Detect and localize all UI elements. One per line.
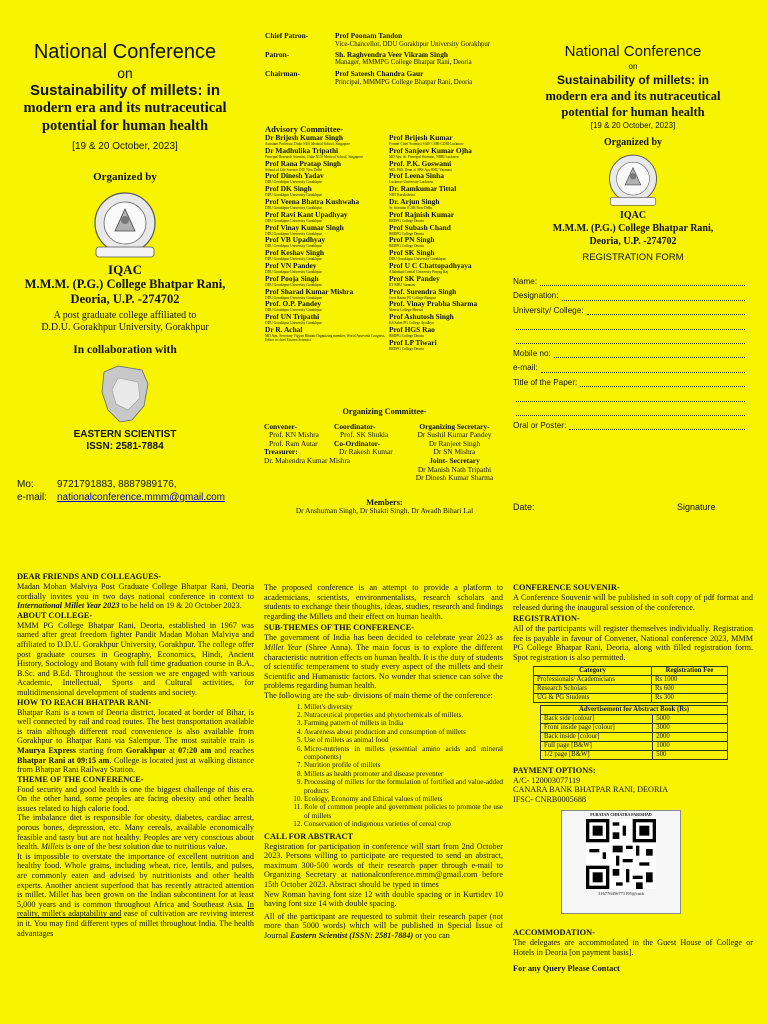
form-field (513, 334, 745, 348)
reach-text: Bhatpar Rani is a town of Deoria district, located at border of Bihar, is well connected by rail and road routes. The best transportation available is train although different road convenience is also available from Gorakhpur to Bhatpar Rani via Salempur. The most suitable train is Maurya Express starting from Gorakhpur at 07:20 am and reaches Bhatpar Rani at 09:15 am. College is located just at walking distance from Bhatpar Rani Railway Station. (17, 707, 254, 775)
call-text-2: New Roman having font size 12 with double spacing or in Kurtidev 10 having font size 14 with double spacing. (264, 889, 503, 909)
payment-heading: PAYMENT OPTIONS: (513, 765, 596, 775)
advisory-member-name: Dr R. Achal (265, 324, 303, 334)
advisory-member (265, 224, 390, 236)
advisory-member-affiliation: DDU Gorakhpur University Gorakhpur (265, 205, 322, 210)
right-college-address: Deoria, U.P. -274702 (589, 236, 677, 247)
advisory-member-affiliation: MD, PhD, Dean of SBS Ayu BHU Varanasi (389, 167, 452, 172)
sub-theme-item: 12. Conservation of indigenous varieties of cereal crop (304, 820, 503, 828)
advisory-member (265, 288, 390, 300)
qr-top-label: PURATAN CHHATRA PARISHAD (590, 812, 652, 818)
ad-row (541, 732, 728, 741)
mobile-value: 9721791883, 8887989176, (57, 479, 177, 490)
advisory-member-name: Prof Vinay Kumar Singh (265, 222, 344, 232)
advisory-member-affiliation: NIIT Kurukshetra (389, 193, 415, 198)
advisory-member (389, 275, 509, 287)
advertisement-table (540, 705, 728, 760)
advisory-member-name: Prof Veena Bhatra Kushwaha (265, 196, 360, 206)
conference-dates: [19 & 20 October, 2023] (72, 141, 178, 152)
advisory-member (265, 262, 390, 274)
advisory-member-affiliation: School of Life Science JNU New Delhi (265, 167, 322, 172)
advisory-member-affiliation: DDU Gorakhpur University Gorakhpur (265, 269, 322, 274)
advisory-member-name: Prof VB Upadhyay (265, 235, 326, 245)
advisory-member-affiliation: Assistant Professor, Duke NUS Medical School, Singapore (265, 142, 351, 146)
advisory-member-name: Prof VN Pandey (265, 260, 317, 270)
accommodation-heading: ACCOMMODATION- (513, 928, 595, 938)
affiliation-line-1: A post graduate college affiliated to (53, 310, 197, 321)
fee-cell: Research Scholars (534, 684, 652, 693)
patron-row (265, 70, 500, 87)
conference-on: on (117, 65, 133, 81)
advisory-member (265, 185, 390, 197)
journal-issn: ISSN: 2581-7884 (86, 441, 164, 452)
subject-line-3: potential for human health (41, 118, 209, 134)
advisory-member-name: Prof Sharad Kumar Mishra (265, 286, 354, 296)
patrons-block (265, 32, 500, 90)
advisory-member-affiliation: DDU Gorakhpur University Gorakhpur (265, 218, 322, 223)
fee-cell: Rs 300 (651, 693, 727, 702)
advisory-member (265, 236, 390, 248)
fee-row (534, 675, 728, 684)
patron-desc: Manager, MMMPG College Bhatpar Rani, Deoria (335, 59, 472, 67)
advisory-member-affiliation: Principal Research Scientist, Duke NUS Medical School, Singapore (265, 154, 363, 159)
advisory-member-affiliation: DDU Gorakhpur University Gorakhpur (265, 193, 322, 198)
qr-card (561, 810, 681, 914)
advisory-member-affiliation: MD Ayu, Sr. Principal Scientist, NBRI Lucknow (389, 154, 460, 159)
subject-line-1: Sustainability of millets: in (29, 82, 221, 99)
advisory-member (265, 172, 390, 184)
members-list: Dr Anshuman Singh, Dr Shakti Singh, Dr Awadh Bihari Lal (295, 506, 474, 516)
advisory-member (265, 147, 390, 159)
form-field-label: Title of the Paper: (513, 377, 578, 387)
patron-details (335, 70, 500, 87)
advisory-left-list (265, 134, 390, 343)
advisory-member-name: Prof SK Pandey (389, 273, 440, 283)
advisory-member (389, 147, 509, 159)
email-link[interactable]: nationalconference.mmm@gmail.com (57, 492, 225, 503)
organized-by: Organized by (93, 171, 157, 183)
payment-bank: CANARA BANK BHATPAR RANI, DEORIA (513, 785, 669, 795)
advisory-member-affiliation: DDU Gorakhpur University Gorakhpur (265, 180, 322, 185)
fee-cell: Rs 1000 (651, 675, 727, 684)
advisory-member-name: Prof Keshav Singh (265, 248, 324, 258)
ad-cell: Back side [colour] (541, 714, 653, 723)
form-field (513, 348, 745, 362)
intro-text: The proposed conference is an attempt to provide a platform to academicians, scientists, environmentalists, research scholars and students to exchange their thoughts, ideas, studies, research and findings regarding the Millets and their effect on human health. (264, 583, 503, 621)
fee-cell: Professionals/ Academicians (534, 675, 652, 684)
patron-row (265, 51, 500, 68)
advisory-member-affiliation: DDU Gorakhpur University Gorakhpur (265, 244, 322, 249)
journal-name: EASTERN SCIENTIST (73, 429, 177, 440)
advisory-member (389, 339, 509, 351)
secretary-2: Dr Ranjeet Singh (428, 438, 481, 448)
ad-cell: Full page [B&W] (541, 741, 653, 750)
ad-row (541, 741, 728, 750)
advisory-member-affiliation: DDU Gorakhpur University Gorakhpur (265, 295, 322, 300)
fee-header-cell: Registration Fee (651, 666, 727, 675)
advisory-member (265, 326, 390, 343)
iqac-label: IQAC (108, 262, 142, 277)
collaboration-label: In collaboration with (73, 344, 177, 356)
ad-cell: 5000 (653, 714, 728, 723)
sub-theme-item: 7. Nutrition profile of millets (304, 761, 503, 769)
form-field (513, 406, 745, 420)
form-field-line[interactable] (516, 406, 745, 416)
patron-name: Sh. Raghvendra Veer Vikram Singh (335, 49, 449, 59)
advisory-member-affiliation: DDU Gorakhpur University Gorakhpur (265, 231, 322, 236)
registration-text: All of the participants will register themselves individually. Registration fee is payable in favour of Convener, National conference 2023, MMM PG College Bhatpar Rani, Deoria, along with filled registration form. Spot registration is also permitted. (513, 624, 753, 662)
sub-theme-item: 1. Millet's diversity (304, 703, 503, 711)
advisory-member (265, 160, 390, 172)
advisory-member-affiliation: Sr. Scientist ICAR New Delhi (389, 205, 433, 210)
right-conference-on: on (628, 62, 638, 71)
registration-heading: REGISTRATION- (513, 614, 580, 624)
call-text-3: All of the participant are requested to submit their research paper (not more than 5000 words) which will be published in Special Issue of Journal Eastern Scientist (ISSN: 2581-7884) or you can (264, 911, 503, 940)
date-label: Date: (513, 502, 535, 512)
email-label: e-mail: (17, 492, 48, 503)
subject-line-2: modern era and its nutraceutical (23, 100, 227, 116)
advisory-member (389, 288, 509, 300)
advisory-member-name: Dr Madhulika Tripathi (265, 145, 339, 155)
advisory-member-affiliation: KS Saket PG College Ayodhya (389, 321, 434, 326)
sub-theme-item: 4. Awareness about production and consumption of millets (304, 728, 503, 736)
form-field-label: Designation: (513, 291, 559, 301)
advisory-member-name: Prof Brijesh Kumar (389, 133, 453, 142)
joint-secretary-label: Joint- Secretary (429, 455, 480, 465)
sub-theme-item: 10. Ecology, Economy and Ethical values of millets (304, 795, 503, 803)
secretary-label: Organizing Secretary- (419, 421, 490, 431)
form-field (513, 362, 745, 376)
coordinator-label: Coordinator- (334, 421, 376, 431)
advisory-title: Advisory Committee- (265, 124, 344, 134)
registration-form-title: REGISTRATION FORM (582, 252, 684, 263)
sub-theme-item: 11. Role of common people and government policies to promote the use of millets (304, 803, 503, 820)
right-subject-line-2: modern era and its nutraceutical (545, 89, 721, 103)
advisory-member (265, 300, 390, 312)
co-ordinator-1: Dr Rakesh Kumar (339, 447, 393, 457)
sub-theme-item: 5. Use of millets as animal food (304, 736, 503, 744)
advisory-member (389, 185, 509, 197)
secretary-1: Dr Sushil Kumar Pandey (417, 430, 492, 440)
right-panel (515, 42, 751, 265)
form-field-line[interactable] (516, 391, 745, 401)
ad-cell: 2000 (653, 732, 728, 741)
advisory-member-affiliation: BRDPG College Deoria (389, 244, 424, 249)
greeting-heading: DEAR FRIENDS AND COLLEAGUES- (17, 572, 162, 581)
advisory-member-name: Dr Brijesh Kumar Singh (265, 133, 343, 142)
advisory-member-name: Dr. Arjun Singh (389, 196, 440, 206)
fee-cell: UG & PG Students (534, 693, 652, 702)
advisory-member (265, 211, 390, 223)
advisory-member-name: Prof Rana Pratap Singh (265, 158, 342, 168)
patron-role: Chief Patron- (265, 31, 309, 40)
form-field-line[interactable] (562, 290, 745, 300)
advisory-member (265, 275, 390, 287)
advisory-member-name: Prof. Vinay Prabha Sharma (389, 299, 478, 309)
advisory-member-affiliation: DDU Gorakhpur University Gorakhpur (265, 282, 322, 287)
advisory-member (389, 249, 509, 261)
sub-theme-item: 8. Millets as health promoter and disease preventer (304, 770, 503, 778)
fee-header-row (534, 666, 728, 675)
right-iqac-label: IQAC (619, 210, 647, 221)
advisory-member-affiliation: DDU Gorakhpur University Gorakhpur (265, 257, 322, 262)
form-field (513, 420, 745, 434)
advisory-member-name: Prof PN Singh (389, 235, 435, 245)
mobile-label: Mo: (17, 479, 34, 490)
joint-secretary-1: Dr Manish Nath Tripathi (417, 464, 492, 474)
advisory-member-affiliation: BRDPG College Deoria (389, 333, 424, 338)
ad-cell: 1/2 page [B&W] (541, 750, 653, 759)
form-field-label: Mobile no: (513, 348, 551, 358)
college-name: M.M.M. (P.G.) College Bhatpar Rani, (24, 277, 226, 291)
right-subject-line-3: potential for human health (561, 105, 705, 119)
form-field-label: Name: (513, 277, 538, 286)
call-text: Registration for participation in conference will start from 2nd October 2023. Persons willing to participate are requested to send an abstract, maximum 300-500 words of their research paper through e-mail to Organizing Secretary at nationalconference.mmm@gmail.com before 15th October 2023. Abstract should be typed in times (264, 841, 503, 889)
ad-row (541, 750, 728, 759)
form-field (513, 391, 745, 405)
advisory-member-name: Prof HGS Rao (389, 324, 435, 334)
patron-name: Prof Sateesh Chandra Gaur (335, 69, 424, 79)
registration-form (513, 276, 745, 434)
call-heading: CALL FOR ABSTRACT (264, 831, 353, 841)
signature-row (513, 502, 743, 512)
joint-secretary-2: Dr Dinesh Kumar Sharma (415, 473, 494, 483)
patron-desc: Principal, MMMPG College Bhatpar Rani, Deoria (335, 78, 473, 86)
right-college-name: M.M.M. (P.G.) College Bhatpar Rani, (552, 223, 714, 234)
fee-row (534, 684, 728, 693)
right-conference-dates: [19 & 20 October, 2023] (590, 121, 676, 130)
form-field (513, 377, 745, 391)
advisory-member-name: Prof Sanjeev Kumar Ojha (389, 145, 472, 155)
form-field (513, 290, 745, 304)
convener-2: Prof. Ram Autar (269, 438, 318, 448)
convener-1: Prof. KN Mishra (269, 430, 319, 440)
form-field-line[interactable] (587, 305, 745, 315)
form-field-label: Oral or Poster: (513, 420, 567, 430)
about-heading: ABOUT COLLEGE- (17, 610, 93, 620)
advisory-member-affiliation: MD Ayu, Secretary Vigyan Bharati Organizing member, World Ayurveda Congress, Editor in chief Eastern Scientist (265, 333, 386, 343)
form-field-line[interactable] (516, 334, 745, 344)
ad-cell: 500 (653, 750, 728, 759)
form-field (513, 276, 745, 290)
affiliation-line-2: D.D.U. Gorakhpur University, Gorakhpur (41, 322, 209, 333)
advisory-member-name: Prof Ashutosh Singh (389, 312, 454, 322)
accommodation-text: The delegates are accommodated in the Guest House of College or Hotels in Deoria [on payment basis]. (513, 938, 753, 957)
signature-label: Signature (677, 502, 716, 512)
advisory-member-name: Dr. Ramkumar Tittal (389, 184, 457, 194)
bottom-column-1 (17, 572, 254, 1024)
patron-role: Patron- (265, 49, 290, 59)
advisory-member (265, 249, 390, 261)
advisory-member (389, 198, 509, 210)
ad-cell: 3000 (653, 723, 728, 732)
contact-block (17, 478, 225, 504)
right-subject-line-1: Sustainability of millets: in (556, 73, 710, 87)
patron-details (335, 32, 500, 49)
advisory-member-name: Prof. O.P. Pandey (265, 299, 322, 309)
ad-row (541, 723, 728, 732)
advisory-member-name: Prof LP Tiwari (389, 337, 437, 347)
sub-theme-item: 6. Micro-nutrients in millets (essential amino acids and mineral components) (304, 745, 503, 762)
secretary-3: Dr SN Mishra (433, 447, 476, 457)
advisory-member-name: Prof DK Singh (265, 184, 312, 194)
form-field-line[interactable] (580, 377, 745, 387)
advisory-member-name: Prof. Surendra Singh (389, 286, 457, 296)
form-field (513, 319, 745, 333)
right-conference-title: National Conference (564, 43, 702, 60)
advisory-member (389, 236, 509, 248)
form-field (513, 305, 745, 319)
advisory-member-affiliation: BRDPG College Deoria (389, 346, 424, 351)
advisory-member (389, 313, 509, 325)
advisory-member (389, 134, 509, 146)
souvenir-text: A Conference Souvenir will be published in soft copy of pdf format and released during the inaugural session of the conference. (513, 593, 753, 612)
ad-cell: Front inside page [colour] (541, 723, 653, 732)
advisory-right-list (389, 134, 509, 352)
ad-cell: 1000 (653, 741, 728, 750)
advisory-member-name: Prof UN Tripathi (265, 312, 320, 322)
college-address: Deoria, U.P. -274702 (70, 292, 180, 306)
form-field-line[interactable] (516, 319, 745, 329)
form-field-line[interactable] (554, 348, 745, 358)
advisory-member-name: Prof Leena Sinha (389, 171, 444, 181)
ad-row (541, 714, 728, 723)
journal-logo (98, 364, 152, 426)
fee-header-cell: Category (534, 666, 652, 675)
right-organized-by: Organized by (603, 137, 663, 148)
advisory-member-affiliation: Allahabad Central University Prayag Raj (389, 269, 449, 274)
sub-themes-text: The government of India has been decided to celebrate year 2023 as Millet Year (Shree Anna). The main focus is to explore the different characteristic nutrition effects on human health. It is the duty of students of scientific temperament to study every aspect of the millets and their Scientific and Humanistic factors. No wonder that science can solve the problems regarding human health. (264, 633, 503, 691)
form-field-label: e-mail: (513, 363, 538, 373)
advisory-member (265, 198, 390, 210)
advisory-member (265, 313, 390, 325)
advisory-member-name: Prof Rajnish Kumar (389, 209, 455, 219)
souvenir-heading: CONFERENCE SOUVENIR- (513, 583, 620, 592)
payment-ifsc: IFSC- CNRB0005688 (513, 794, 587, 804)
patron-desc: Vice-Chancellor, DDU Gorakhpur University Gorakhpur (335, 40, 491, 48)
qr-bottom-label: 316776456771195@cnrb (598, 891, 644, 897)
query-heading: For any Query Please Contact (513, 963, 620, 973)
ad-header-cell: Advertisement for Abstract Book (Rs) (541, 705, 728, 714)
sub-theme-item: 2. Nutraceutical properties and phytochemicals of millets. (304, 711, 503, 719)
members-label: Members: (366, 497, 403, 507)
about-text: MMM PG College Bhatpar Rani, Deoria, established in 1967 was named after great freedom fighter Pandit Madan Mohan Malviya and affiliated to D.D.U. Gorakhpur University, Gorakhpur. The college offer post graduate courses in Geography, Economics, Hindi, Ancient History, Sociology and Botany with full time graduation course in B.A., B.Sc. and B.Ed. Throughout the session we are engaged with various Academic, Intellectual, Sports and Cultural activities, for multidimensional development of students and society. (17, 620, 254, 697)
advisory-member-name: Prof Dinesh Yadav (265, 171, 324, 181)
bottom-column-2 (264, 583, 503, 1024)
form-field-label: University/ College: (513, 305, 584, 315)
qr-code-icon (586, 819, 656, 889)
advisory-member-affiliation: IIT BHU Varanasi (389, 282, 416, 287)
treasurer-1: Dr. Mahendra Kumar Mishra (264, 455, 351, 465)
sub-theme-item: 9. Processing of millets for the formulation of fortified and value-added products (304, 778, 503, 795)
organizing-title: Organizing Committee- (342, 407, 427, 416)
advisory-member (265, 134, 390, 146)
advisory-member (389, 300, 509, 312)
advisory-member (389, 262, 509, 274)
advisory-member (389, 224, 509, 236)
advisory-member-affiliation: Lucknow University Lucknow (389, 180, 434, 185)
right-college-emblem (604, 152, 662, 210)
patron-name: Prof Poonam Tandon (335, 31, 403, 40)
advisory-member-name: Prof Subash Chand (389, 222, 451, 232)
theme-text-3: It is impossible to overstate the importance of excellent nutrition and healthy food. Whole grains, including wheat, rice, lentils, and pulses, are commonly eaten and advised by nutritionists and other health experts. Another ancient superfood that has recently attracted attention is millet. Millet has been grown on the Indian subcontinent for at least 5,000 years and is common throughout Africa and Southeast Asia. In reality, millet's adaptability and ease of cultivation are reviving interest in it. You may find different types of millet throughout India. The health advantages (17, 851, 254, 938)
fee-row (534, 693, 728, 702)
advisory-member-affiliation: BRDPG College Deoria (389, 231, 424, 236)
greeting-text: Madan Mohan Malviya Post Graduate College Bhatpar Rani, Deoria cordially invites you in two days national conference in context to International Millet Year 2023 to be held on 19 & 20 October 2023. (17, 582, 254, 611)
form-field-line[interactable] (569, 420, 745, 430)
convener-label: Convener- (264, 421, 297, 431)
advisory-member-affiliation: DDU Gorakhpur University Gorakhpur (265, 308, 322, 313)
payment-account: A/C- 120003077119 (513, 775, 581, 785)
ad-header-row (541, 705, 728, 714)
advisory-member-affiliation: DDU Gorakhpur University Gorakhpur (389, 257, 446, 262)
advisory-member-affiliation: DDU Gorakhpur University Gorakhpur (265, 321, 322, 326)
conference-title: National Conference (33, 41, 217, 63)
advisory-member-name: Prof Ravi Kant Upadhyay (265, 209, 348, 219)
form-field-line[interactable] (540, 276, 745, 286)
advisory-member-name: Prof U C Chattopadhyaya (389, 260, 472, 270)
advisory-member (389, 172, 509, 184)
advisory-member-affiliation: Govt Razza PG College Rampur (389, 295, 436, 300)
advisory-member-name: Prof. P.K. Goswami (389, 158, 452, 168)
ad-cell: Back inside [colour] (541, 732, 653, 741)
organizing-block (262, 408, 507, 516)
reach-heading: HOW TO REACH BHATPAR RANI- (17, 697, 152, 707)
patron-role: Chairman- (265, 69, 300, 79)
sub-themes-list (264, 703, 503, 829)
theme-text-1: Food security and good health is one the biggest challenge of this era. On the other hand, some peoples are facing obesity and other health issues related to high calorie food. (17, 784, 254, 813)
theme-text-2: The imbalance diet is responsible for obesity, diabetes, cardiac arrest, porous bones, depression, etc. Many cereals, available economically feasible and tasty but are not healthy. Peoples are very conscious about health. Millets is one of the best solution due to nutritious value. (17, 813, 254, 852)
advisory-member-affiliation: BRDPG College Deoria (389, 218, 424, 223)
coordinator-1: Prof. SK Shukla (340, 430, 389, 440)
advisory-member (389, 160, 509, 172)
sub-themes-heading: SUB-THEMES OF THE CONFERENCE- (264, 623, 415, 633)
sub-themes-intro: The following are the sub- divisions of main theme of the conference: (264, 690, 493, 700)
fee-cell: Rs 600 (651, 684, 727, 693)
left-panel (0, 40, 250, 453)
patron-row (265, 32, 500, 49)
bottom-column-3 (513, 583, 753, 1024)
college-emblem (88, 189, 162, 263)
advisory-member-affiliation: Meerut College Meerut (389, 308, 423, 313)
theme-heading: THEME OF THE CONFERENCE- (17, 774, 144, 784)
sub-theme-item: 3. Farming pattern of millets in India (304, 719, 503, 727)
advisory-member (389, 326, 509, 338)
fee-table (533, 666, 728, 703)
treasurer-label: Treasurer: (264, 447, 298, 457)
patron-details (335, 51, 500, 68)
advisory-member (389, 211, 509, 223)
advisory-member-affiliation: Former Chief Scientist SAIF CSIR-CDRI Lucknow (389, 142, 464, 146)
advisory-member-name: Prof SK Singh (389, 248, 435, 258)
co-ordinator-label: Co-Ordinator- (334, 438, 381, 448)
form-field-line[interactable] (541, 362, 745, 372)
advisory-member-name: Prof Pooja Singh (265, 273, 319, 283)
